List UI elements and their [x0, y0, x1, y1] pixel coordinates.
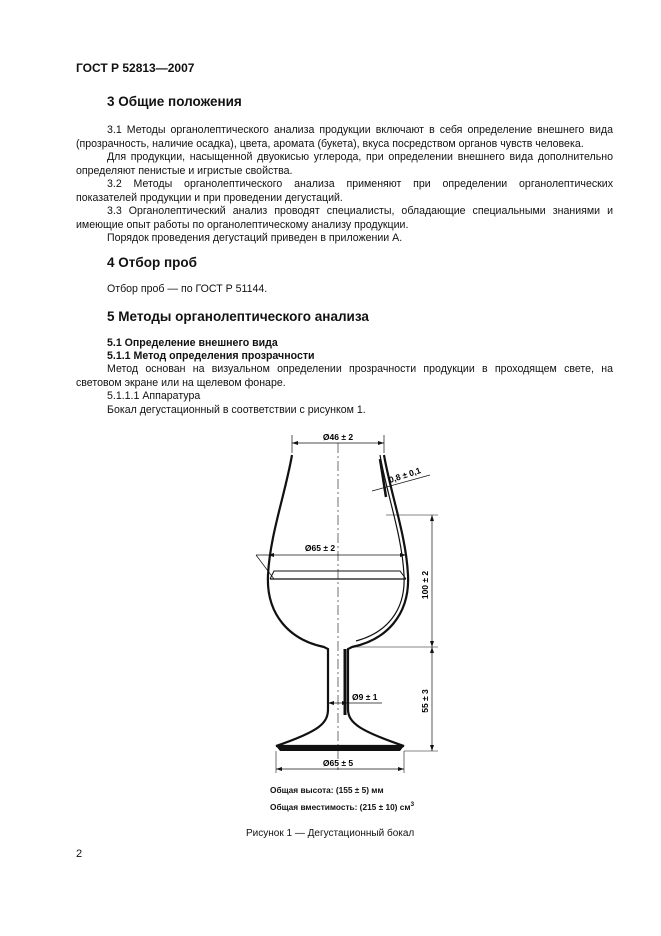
document-number: ГОСТ Р 52813—2007	[76, 61, 195, 75]
tasting-glass-drawing	[230, 425, 450, 785]
figure-caption: Рисунок 1 — Дегустационный бокал	[246, 828, 415, 839]
section-3-body	[76, 124, 613, 246]
dim-extension	[256, 555, 274, 579]
section-5-heading: 5 Методы органолептического анализа	[107, 309, 369, 324]
dim-foot-diameter: Ø65 ± 5	[322, 758, 354, 768]
paragraph: Бокал дегустационный в соответствии с рисунком 1.	[107, 403, 366, 416]
note-volume-text: Общая вместимость: (215 ± 10) см	[270, 801, 411, 812]
glass-inner-wall	[356, 455, 404, 641]
section-3-heading: 3 Общие положения	[107, 94, 242, 109]
glass-foot	[276, 746, 404, 751]
dim-bowl-diameter: Ø65 ± 2	[304, 543, 336, 553]
subsection-5-1-1-heading: 5.1.1 Метод определения прозрачности	[107, 350, 315, 362]
section-4-body	[76, 283, 613, 297]
subsection-5-1-heading: 5.1 Определение внешнего вида	[107, 337, 278, 349]
note-volume-sup: 3	[410, 801, 415, 808]
dim-stem-diameter: Ø9 ± 1	[352, 692, 378, 702]
paragraph: 3.3 Органолептический анализ проводят специалисты, обладающие специальными знаниями и имеющие опыт работы по органолептическому анализу продукции.	[76, 205, 613, 231]
dim-bowl-height: 100 ± 2	[420, 570, 430, 600]
paragraph: 3.1 Методы органолептического анализа продукции включают в себя определение внешнего вида (прозрачность, наличие осадка), цвета, аромата (букета), вкуса посредством органов чувств человека.	[76, 124, 613, 150]
page-number: 2	[76, 848, 83, 860]
dim-stem-height: 55 ± 3	[420, 689, 430, 713]
note-total-volume	[270, 801, 414, 812]
dim-top-diameter: Ø46 ± 2	[322, 432, 354, 442]
paragraph: Для продукции, насыщенной двуокисью углерода, при определении внешнего вида дополнительно определяют пенистые и игристые свойства.	[76, 151, 613, 177]
paragraph: Порядок проведения дегустаций приведен в приложении А.	[107, 232, 403, 244]
paragraph: 3.2 Методы органолептического анализа применяют при определении органолептических показателей продукции и при проведении дегустаций.	[76, 178, 613, 204]
section-4-heading: 4 Отбор проб	[107, 255, 197, 270]
note-total-height: Общая высота: (155 ± 5) мм	[270, 785, 384, 795]
paragraph: 5.1.1.1 Аппаратура	[107, 390, 201, 402]
paragraph: Метод основан на визуальном определении прозрачности продукции в проходящем свете, на световом экране или на щелевом фонаре.	[76, 363, 613, 389]
dim-wall-thickness: 0,8 ± 0,1	[387, 465, 423, 485]
section-5-body	[76, 363, 613, 417]
paragraph: Отбор проб — по ГОСТ Р 51144.	[107, 283, 268, 295]
